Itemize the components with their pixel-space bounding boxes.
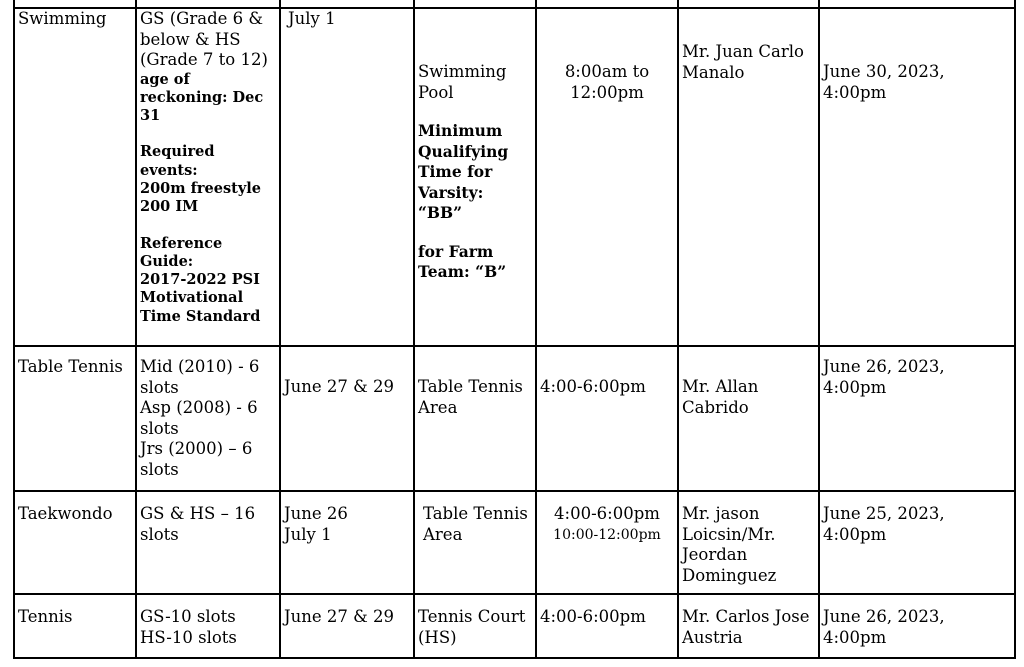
tryout-date: June 26: [284, 504, 348, 523]
qualifying-time-farm: for Farm Team: “B”: [418, 241, 507, 281]
date-cell: [280, 8, 414, 346]
sport-name: Tennis: [18, 607, 73, 626]
slots-cell: [136, 346, 280, 491]
slot-line: GS-10 slots: [140, 607, 236, 626]
slot-line: Jrs (2000) – 6 slots: [140, 439, 253, 479]
deadline-cell: [819, 594, 1015, 658]
sport-cell: [14, 594, 136, 658]
coach-name: Mr. Allan Cabrido: [682, 377, 759, 417]
table-row-taekwondo: [14, 491, 1015, 594]
venue-cell: [414, 346, 536, 491]
sport-name: Taekwondo: [18, 504, 113, 523]
time-cell: [536, 346, 678, 491]
sport-name: Swimming: [18, 9, 107, 28]
coach-cell: [678, 8, 819, 346]
sport-cell: [14, 491, 136, 594]
venue-cell: [414, 594, 536, 658]
tryout-date: July 1: [288, 9, 336, 28]
coach-cell: [678, 346, 819, 491]
eligibility-text: GS (Grade 6 & below & HS (Grade 7 to 12): [140, 9, 268, 69]
tryout-date: June 27 & 29: [284, 377, 395, 396]
venue-cell: [414, 491, 536, 594]
table-row-previous: [14, 0, 1015, 8]
date-cell: [280, 346, 414, 491]
slot-line: Mid (2010) - 6 slots: [140, 357, 260, 397]
venue-name: Swimming Pool: [418, 62, 507, 102]
venue-cell: [414, 8, 536, 346]
coach-cell: [678, 594, 819, 658]
slot-line: Asp (2008) - 6 slots: [140, 398, 258, 438]
tryout-time: 8:00am to 12:00pm: [564, 62, 650, 102]
registration-deadline: June 26, 2023, 4:00pm: [823, 357, 945, 397]
coach-cell: [678, 491, 819, 594]
date-cell: [280, 491, 414, 594]
time-cell: [536, 8, 678, 346]
sport-cell: [14, 346, 136, 491]
table-row-tennis: [14, 594, 1015, 658]
date-cell: [280, 594, 414, 658]
table-row-swimming: [14, 8, 1015, 346]
venue-name: Table Tennis Area: [423, 504, 528, 544]
venue-name: Tennis Court (HS): [418, 607, 526, 647]
tryout-time: 4:00-6:00pm: [540, 377, 646, 396]
tryout-time: 4:00-6:00pm: [540, 607, 646, 626]
reference-guide-label: Reference Guide:: [140, 234, 223, 270]
tryout-schedule-table: [13, 0, 1016, 659]
slots-cell: [136, 491, 280, 594]
age-reckoning-note: age of reckoning: Dec 31: [140, 70, 264, 125]
table-row-table-tennis: [14, 346, 1015, 491]
deadline-cell: [819, 491, 1015, 594]
required-event: 200m freestyle: [140, 179, 262, 197]
time-cell: [536, 491, 678, 594]
slot-line: HS-10 slots: [140, 627, 237, 647]
sport-cell: [14, 8, 136, 346]
coach-name: Mr. Juan Carlo Manalo: [682, 42, 804, 82]
time-cell: [536, 594, 678, 658]
sport-name: Table Tennis: [18, 357, 123, 376]
tryout-date: July 1: [284, 524, 332, 544]
coach-name: Mr. Carlos Jose Austria: [682, 607, 810, 647]
qualifying-time-varsity: Minimum Qualifying Time for Varsity: “BB”: [418, 121, 509, 222]
reference-guide-text: 2017-2022 PSI Motivational Time Standard: [140, 271, 261, 325]
tryout-time: 10:00-12:00pm: [553, 526, 661, 543]
deadline-cell: [819, 346, 1015, 491]
required-event: 200 IM: [140, 198, 199, 216]
registration-deadline: June 26, 2023, 4:00pm: [823, 607, 945, 647]
deadline-cell: [819, 8, 1015, 346]
venue-name: Table Tennis Area: [418, 377, 523, 417]
registration-deadline: June 30, 2023, 4:00pm: [823, 62, 945, 102]
required-events-label: Required events:: [140, 143, 215, 179]
eligibility-cell: [136, 8, 280, 346]
slots-cell: [136, 594, 280, 658]
registration-deadline: June 25, 2023, 4:00pm: [823, 504, 945, 544]
tryout-date: June 27 & 29: [284, 607, 395, 626]
tryout-time: 4:00-6:00pm: [554, 504, 660, 523]
slot-line: GS & HS – 16 slots: [140, 504, 256, 544]
coach-name: Mr. jason Loicsin/Mr. Jeordan Dominguez: [682, 504, 777, 585]
